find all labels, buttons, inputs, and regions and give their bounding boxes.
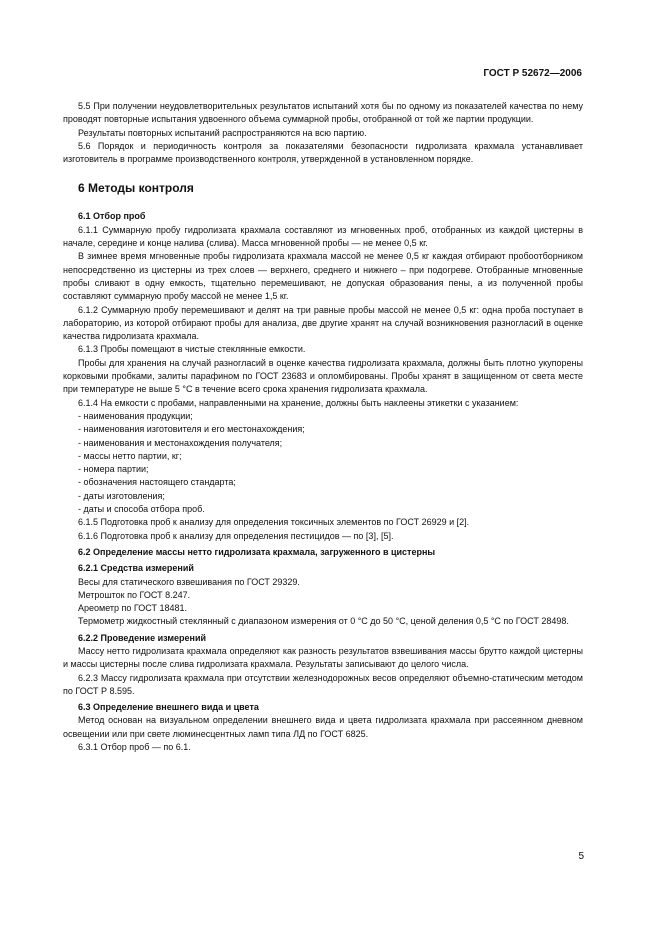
paragraph-6-1-6: 6.1.6 Подготовка проб к анализу для определения пестицидов — по [3], [5]. [78, 530, 394, 541]
list-item: - наименования и местонахождения получателя; [78, 437, 283, 448]
list-item: - номера партии; [78, 464, 149, 475]
paragraph-5-6: 5.6 Порядок и периодичность контроля за показателями безопасности гидролизата крахмала устанавливает изготовитель в программе производственного контроля, утвержденной в установленном порядке. [63, 140, 583, 165]
paragraph-6-2-2: Массу нетто гидролизата крахмала определяют как разность результатов взвешивания массы брутто каждой цистерны и массы цистерны после слива гидролизата крахмала. Результаты записывают до целого числа. [63, 645, 583, 670]
paragraph-6-1-3-storage: Пробы для хранения на случай разногласий в оценке качества гидролизата крахмала, должны быть плотно укупорены корковыми пробками, залиты парафином по ГОСТ 23683 и опломбированы. Пробы хранят в защищенном от света месте при температуре не выше 5 °С в течение всего срока хранения гидролизата крахмала. [63, 357, 583, 395]
heading-6-2-2: 6.2.2 Проведение измерений [78, 632, 207, 643]
paragraph-6-1-5: 6.1.5 Подготовка проб к анализу для определения токсичных элементов по ГОСТ 26929 и [2]. [78, 517, 470, 528]
heading-6-3: 6.3 Определение внешнего вида и цвета [78, 702, 259, 713]
list-item: - даты и способа отбора проб. [78, 504, 205, 515]
paragraph-6-2-1-thermometer: Термометр жидкостный стеклянный с диапазоном измерения от 0 °С до 50 °С, ценой деления 0,5 °С по ГОСТ 28498. [78, 616, 569, 627]
paragraph-6-1-1: 6.1.1 Суммарную пробу гидролизата крахмала составляют из мгновенных проб, отобранных из каждой цистерны в начале, середине и конце налива (слива). Масса мгновенной пробы — не менее 0,5 кг. [63, 224, 583, 249]
paragraph-6-1-1-winter: В зимнее время мгновенные пробы гидролизата крахмала массой не менее 0,5 кг каждая отбирают пробоотборником непосредственно из цистерны из трех слоев — верхнего, среднего и нижнего – при подогреве. Отобранные мгновенные пробы сливают в одну емкость, тщательно перемешивают, не допуская образования пены, а из полученной пробы составляют суммарную пробу массой не менее 1,5 кг. [63, 251, 583, 302]
paragraph-6-2-3: 6.2.3 Массу гидролизата крахмала при отсутствии железнодорожных весов определяют объемно-статическим методом по ГОСТ Р 8.595. [63, 672, 583, 696]
heading-6-2: 6.2 Определение массы нетто гидролизата крахмала, загруженного в цистерны [78, 546, 436, 557]
paragraph-6-1-4: 6.1.4 На емкости с пробами, направленными на хранение, должны быть наклеены этикетки с указанием: [78, 397, 519, 408]
paragraph-6-1-3: 6.1.3 Пробы помещают в чистые стеклянные емкости. [78, 344, 306, 355]
paragraph-6-3: Метод основан на визуальном определении внешнего вида и цвета гидролизата крахмала при рассеянном дневном освещении или при свете люминесцентных ламп типа ЛД по ГОСТ 6825. [63, 715, 583, 739]
list-item: - даты изготовления; [78, 490, 165, 501]
paragraph-5-5-result: Результаты повторных испытаний распространяются на всю партию. [78, 127, 367, 138]
label-list [63, 410, 583, 516]
page-body [63, 100, 583, 754]
list-item: - наименования изготовителя и его местонахождения; [78, 424, 305, 435]
section-6-heading: 6 Методы контроля [78, 181, 194, 196]
heading-6-1: 6.1 Отбор проб [78, 211, 146, 222]
paragraph-6-3-1: 6.3.1 Отбор проб — по 6.1. [78, 742, 191, 753]
paragraph-5-5: 5.5 При получении неудовлетворительных результатов испытаний хотя бы по одному из показателей качества по нему проводят повторные испытания удвоенного объема суммарной пробы, отобранной от той же партии продукции. [63, 101, 583, 125]
list-item: - наименования продукции; [78, 410, 193, 421]
paragraph-6-2-1-metroshtok: Метрошток по ГОСТ 8.247. [78, 589, 191, 600]
paragraph-6-2-1-scales: Весы для статического взвешивания по ГОСТ 29329. [78, 576, 300, 587]
list-item: - обозначения настоящего стандарта; [78, 477, 236, 488]
page-number: 5 [578, 851, 584, 862]
list-item: - массы нетто партии, кг; [78, 450, 182, 461]
paragraph-6-1-2: 6.1.2 Суммарную пробу перемешивают и делят на три равные пробы массой не менее 0,5 кг: одна проба поступает в лабораторию, из которой отбирают пробы для анализа, две другие хранят на случай возникновения разногласий в оценке качества гидролизата крахмала. [63, 304, 583, 342]
document-header: ГОСТ Р 52672—2006 [483, 68, 582, 79]
heading-6-2-1: 6.2.1 Средства измерений [78, 563, 194, 574]
paragraph-6-2-1-areometer: Ареометр по ГОСТ 18481. [78, 603, 188, 614]
